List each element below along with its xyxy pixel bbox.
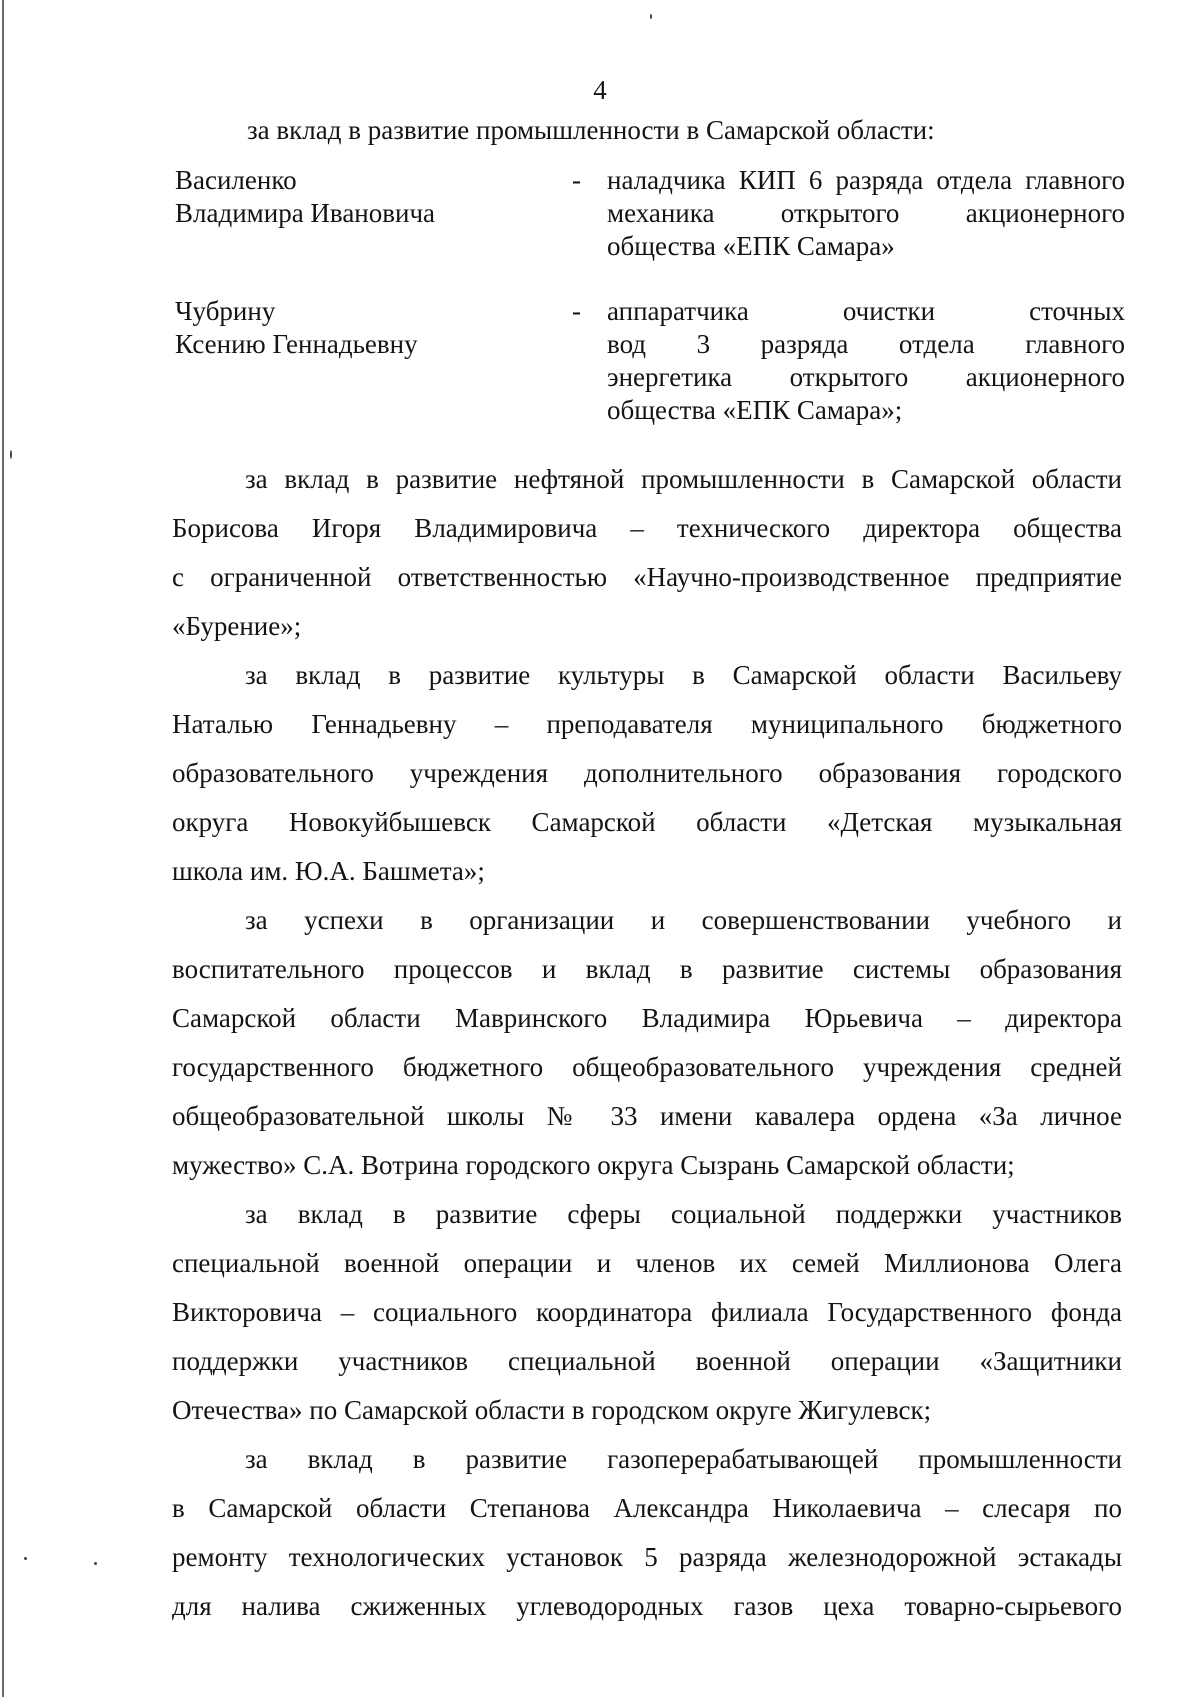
award-position-line: механика открытого акционерного bbox=[607, 198, 1125, 228]
award-position-line: вод 3 разряда отдела главного bbox=[607, 329, 1125, 359]
paragraph-line: с ограниченной ответственностью «Научно-производственное предприятие bbox=[172, 562, 1122, 592]
paragraph-line: общеобразовательной школы № 33 имени кавалера ордена «За личное bbox=[172, 1101, 1122, 1131]
scan-speck bbox=[10, 450, 12, 459]
scan-speck bbox=[94, 1562, 97, 1565]
award-position-line: аппаратчика очистки сточных bbox=[607, 296, 1125, 326]
scan-edge-line bbox=[2, 0, 4, 1697]
paragraph-line: округа Новокуйбышевск Самарской области «Детская музыкальная bbox=[172, 807, 1122, 837]
paragraph-line: для налива сжиженных углеводородных газов цеха товарно-сырьевого bbox=[172, 1591, 1122, 1621]
award-position-line: наладчика КИП 6 разряда отдела главного bbox=[607, 165, 1125, 195]
award-position-line: общества «ЕПК Самара» bbox=[607, 231, 895, 261]
scan-speck bbox=[650, 14, 652, 19]
paragraph-line: Наталью Геннадьевну – преподавателя муниципального бюджетного bbox=[172, 709, 1122, 739]
paragraph-line: Отечества» по Самарской области в городском округе Жигулевск; bbox=[172, 1395, 932, 1425]
paragraph-line: мужество» С.А. Вотрина городского округа Сызрань Самарской области; bbox=[172, 1150, 1015, 1180]
paragraph-line: за вклад в развитие газоперерабатывающей промышленности bbox=[245, 1444, 1122, 1474]
award-name bbox=[175, 164, 575, 230]
paragraph-line: Самарской области Мавринского Владимира Юрьевича – директора bbox=[172, 1003, 1122, 1033]
paragraph-line: специальной военной операции и членов их семей Миллионова Олега bbox=[172, 1248, 1122, 1278]
award-position-line: энергетика открытого акционерного bbox=[607, 362, 1125, 392]
body-text bbox=[172, 455, 1122, 1631]
paragraph-line: за успехи в организации и совершенствовании учебного и bbox=[245, 905, 1122, 935]
award-dash: - bbox=[572, 296, 581, 326]
paragraph bbox=[172, 896, 1122, 1190]
paragraph bbox=[172, 1190, 1122, 1435]
award-name-line: Василенко bbox=[175, 165, 297, 195]
award-position bbox=[607, 295, 1125, 427]
paragraph-line: за вклад в развитие нефтяной промышленности в Самарской области bbox=[245, 464, 1122, 494]
award-name-line: Ксению Геннадьевну bbox=[175, 329, 418, 359]
paragraph-line: в Самарской области Степанова Александра Николаевича – слесаря по bbox=[172, 1493, 1122, 1523]
scan-speck bbox=[24, 1557, 27, 1560]
award-name bbox=[175, 295, 575, 361]
paragraph-line: за вклад в развитие культуры в Самарской области Васильеву bbox=[245, 660, 1122, 690]
award-name-line: Чубрину bbox=[175, 296, 276, 326]
award-position-line: общества «ЕПК Самара»; bbox=[607, 395, 903, 425]
paragraph-line: воспитательного процессов и вклад в развитие системы образования bbox=[172, 954, 1122, 984]
award-name-line: Владимира Ивановича bbox=[175, 198, 436, 228]
award-dash: - bbox=[572, 165, 581, 195]
paragraph-line: ремонту технологических установок 5 разряда железнодорожной эстакады bbox=[172, 1542, 1122, 1572]
paragraph-line: Борисова Игоря Владимировича – технического директора общества bbox=[172, 513, 1122, 543]
paragraph bbox=[172, 651, 1122, 896]
paragraph-line: за вклад в развитие сферы социальной поддержки участников bbox=[245, 1199, 1122, 1229]
paragraph-line: школа им. Ю.А. Башмета»; bbox=[172, 856, 485, 886]
paragraph bbox=[172, 455, 1122, 651]
section-intro: за вклад в развитие промышленности в Самарской области: bbox=[247, 115, 935, 145]
paragraph-line: государственного бюджетного общеобразовательного учреждения средней bbox=[172, 1052, 1122, 1082]
paragraph-line: Викторовича – социального координатора филиала Государственного фонда bbox=[172, 1297, 1122, 1327]
paragraph bbox=[172, 1435, 1122, 1631]
paragraph-line: поддержки участников специальной военной операции «Защитники bbox=[172, 1346, 1122, 1376]
paragraph-line: образовательного учреждения дополнительного образования городского bbox=[172, 758, 1122, 788]
page-number: 4 bbox=[593, 75, 607, 105]
paragraph-line: «Бурение»; bbox=[172, 611, 302, 641]
award-position bbox=[607, 164, 1125, 263]
